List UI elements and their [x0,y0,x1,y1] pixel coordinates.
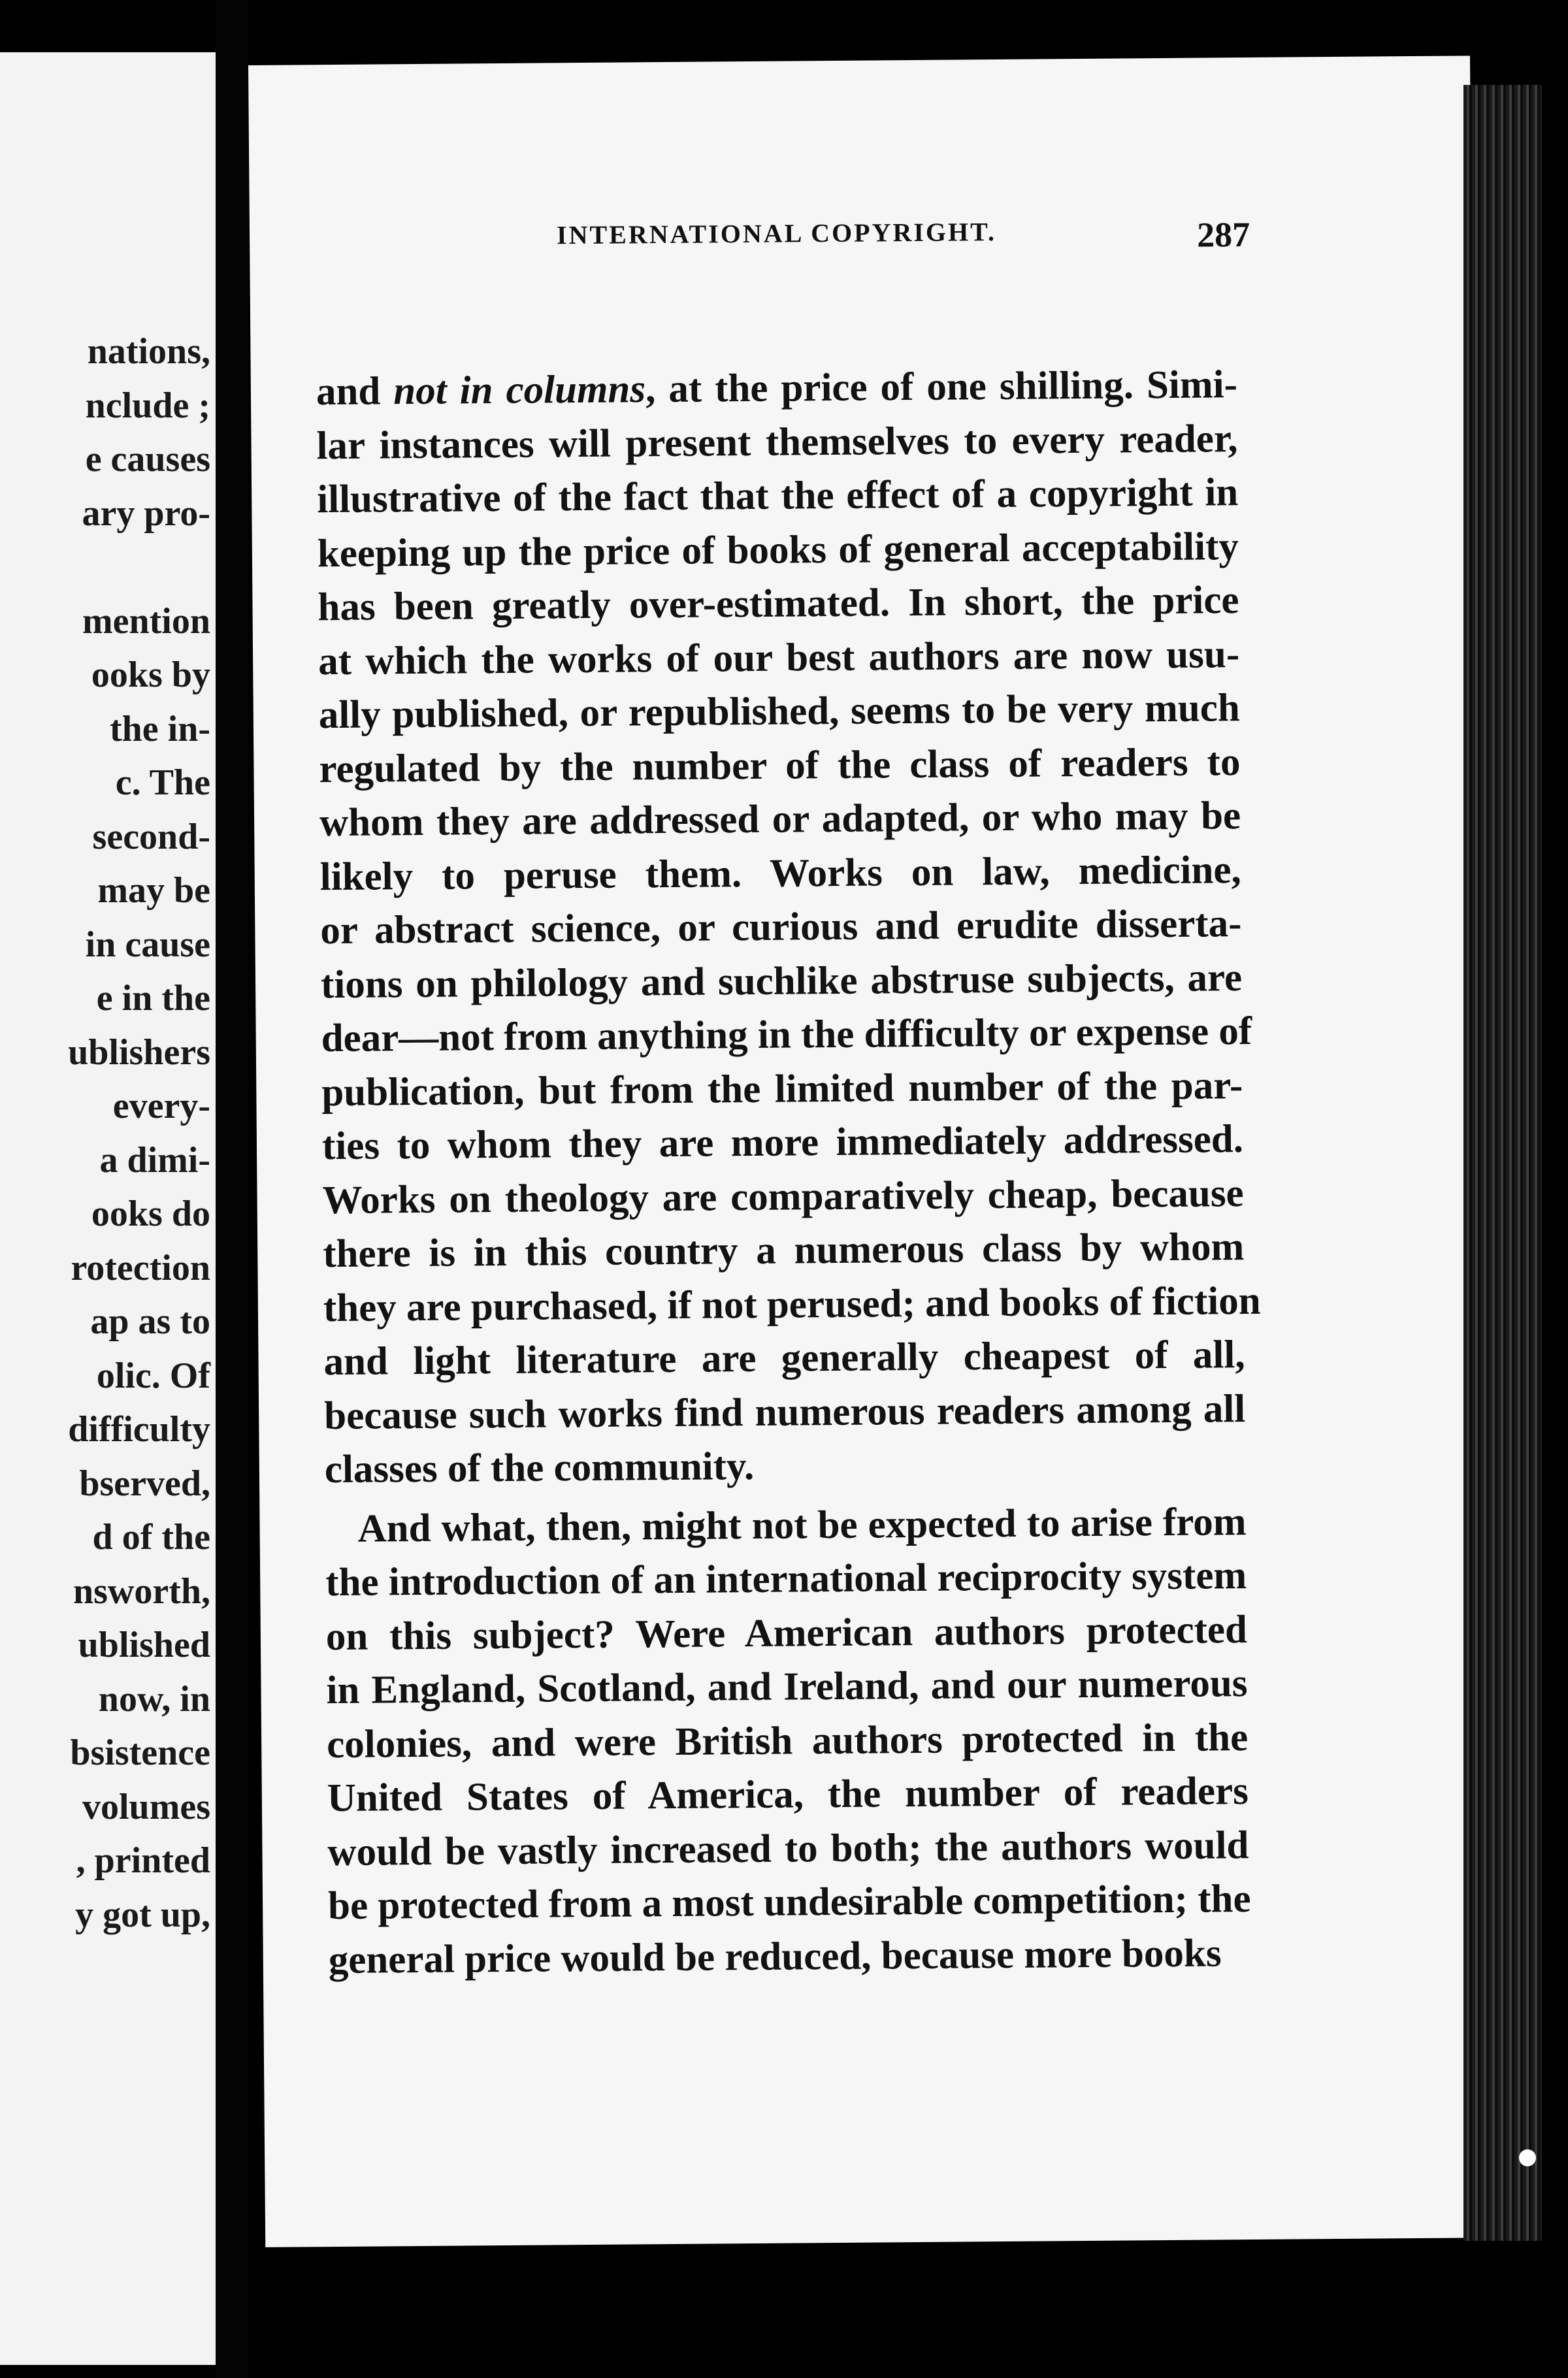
left-page-line: rotection [71,1247,210,1288]
left-page-line: nclude ; [85,385,210,426]
text-span: , at the price of one shilling. Simi- [645,363,1238,412]
text-line: keeping up the price of books of general acceptability [317,524,1239,576]
text-span: and [316,369,394,414]
text-line: publication, but from the limited number of the par- [321,1063,1243,1115]
text-line: they are purchased, if not perused; and books of fiction [323,1279,1261,1330]
text-line: lar instances will present themselves to every reader, [316,416,1238,468]
text-line: whom they are addressed or adapted, or who may be [319,794,1241,845]
text-line: illustrative of the fact that the effect of a copyright in [316,470,1239,522]
scan-speck [1519,2149,1536,2166]
left-page-line: second- [92,816,210,857]
text-line: there is in this country a numerous class by whom [323,1225,1245,1277]
left-page-line: in cause [85,924,210,965]
left-page-line: d of the [92,1517,210,1557]
left-page-line: , printed [76,1840,210,1881]
left-page-line: now, in [98,1678,210,1719]
text-line: ally published, or republished, seems to be very much [318,686,1241,738]
left-page-line: volumes [82,1786,210,1827]
text-line: would be vastly increased to both; the authors would [327,1823,1249,1874]
left-page-line: bserved, [79,1463,210,1504]
text-line: ties to whom they are more immediately addressed. [321,1117,1244,1169]
running-head: INTERNATIONAL COPYRIGHT. [556,217,997,250]
left-page-line: c. The [115,762,210,803]
text-line: colonies, and were British authors protected in the [326,1715,1249,1767]
text-line: at which the works of our best authors are now usu- [318,632,1240,683]
left-page-line: bsistence [70,1733,210,1773]
text-line: dear—not from anything in the difficulty or expense of [321,1009,1252,1061]
text-line: Works on theology are comparatively cheap, because [322,1171,1244,1222]
left-page-line: ooks by [91,655,210,695]
left-page [0,52,216,2365]
left-page-line: ap as to [90,1301,210,1342]
left-page-line: difficulty [68,1409,210,1450]
text-line: on this subject? Were American authors protected [325,1607,1248,1659]
left-page-line: ublishers [68,1032,210,1073]
text-line: And what, then, might not be expected to arise from [357,1499,1247,1551]
left-page-line: ublished [78,1625,210,1665]
left-page-line: olic. Of [96,1355,210,1396]
page-number: 287 [1196,214,1250,255]
left-page-line: y got up, [75,1894,210,1935]
text-line: likely to peruse them. Works on law, medicine, [319,847,1241,899]
text-line: general price would be reduced, because more books [328,1930,1222,1982]
text-line: in England, Scotland, and Ireland, and our numerous [326,1661,1248,1713]
italic-phrase: not in columns [393,367,646,414]
left-page-line: a dimi- [99,1139,210,1181]
text-line: the introduction of an international reciprocity system [325,1554,1247,1605]
text-line: regulated by the number of the class of readers to [319,740,1241,791]
text-line: United States of America, the number of readers [327,1769,1249,1821]
left-page-line: ooks do [91,1194,210,1234]
left-page-line: e in the [96,978,210,1018]
text-line: or abstract science, or curious and erudite disserta- [320,902,1242,953]
page-edge [1463,85,1542,2241]
book-gutter [216,0,248,2378]
text-line: has been greatly over-estimated. In short, the price [318,578,1239,630]
left-page-line: the in- [110,708,210,749]
left-page-line: nsworth, [73,1571,210,1612]
text-line [316,365,1237,412]
left-page-line: nations, [87,331,210,372]
left-page-line: e causes [85,439,210,480]
left-page-line: may be [97,870,210,911]
left-page-line: every- [112,1086,210,1126]
text-line: because such works find numerous readers among all [323,1386,1246,1438]
right-page [248,56,1487,2247]
text-line: classes of the community. [324,1444,755,1492]
text-line: tions on philology and suchlike abstruse subjects, are [320,955,1243,1007]
left-page-line: mention [82,600,210,642]
left-page-line: ary pro- [82,493,210,534]
text-line: be protected from a most undesirable competition; the [327,1877,1251,1929]
text-line: and light literature are generally cheapest of all, [323,1333,1245,1384]
